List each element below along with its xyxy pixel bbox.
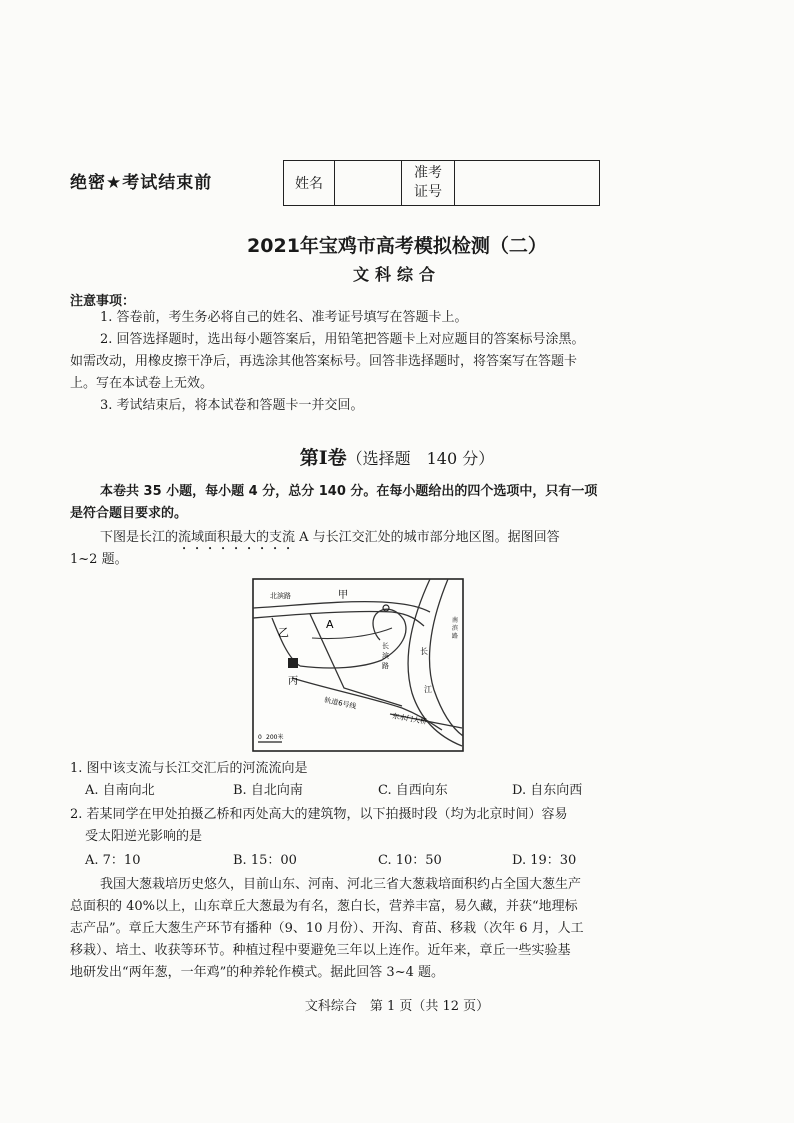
q2-option-a: A. 7：10	[85, 853, 141, 868]
notice-item-2-line-1: 2. 回答选择题时，选出每小题答案后，用铅笔把答题卡上对应题目的答案标号涂黑。	[100, 332, 585, 347]
label-changbin-road-2: 滨	[382, 652, 389, 660]
notice-item-2-line-2: 如需改动，用橡皮擦干净后，再选涂其他答案标号。回答非选择题时，将答案写在答题卡	[70, 354, 578, 369]
q2-option-c: C. 10：50	[378, 853, 442, 868]
passage-line-3: 志产品”。章丘大葱生产环节有播种（9、10 月份）、开沟、育苗、移栽（次年 6 月，人工	[70, 921, 584, 936]
passage-line-2: 总面积的 40%以上，山东章丘大葱最为有名，葱白长，营养丰富，易久藏，并获“地理标	[70, 899, 578, 914]
confidential-label: 绝密★考试结束前	[70, 173, 213, 193]
city-map	[252, 578, 464, 752]
label-dongshuimen-bridge: 东水门大桥	[391, 712, 428, 727]
passage-line-5: 地研发出“两年葱，一年鸡”的种养轮作模式。据此回答 3~4 题。	[70, 965, 444, 980]
label-jiang: 江	[424, 685, 432, 694]
label-changbin-road-1: 长	[382, 642, 389, 650]
exam-subtitle: 文科综合	[352, 265, 441, 284]
q1-option-a: A. 自南向北	[85, 783, 155, 798]
q2-stem-line-2: 受太阳逆光影响的是	[85, 829, 203, 844]
passage-line-1: 我国大葱栽培历史悠久，目前山东、河南、河北三省大葱栽培面积约占全国大葱生产	[100, 877, 582, 892]
q1-option-b: B. 自北向南	[233, 783, 303, 798]
name-field[interactable]	[335, 161, 402, 206]
label-bing: 丙	[288, 676, 298, 687]
map-frame	[253, 579, 463, 751]
label-nanbin-road-2: 滨	[452, 625, 459, 632]
exam-id-label: 准考 证号	[402, 161, 455, 206]
label-scale-zero: 0	[258, 734, 262, 741]
q2-stem-line-1: 2. 若某同学在甲处拍摄乙桥和丙处高大的建筑物，以下拍摄时段（均为北京时间）容易	[70, 807, 568, 822]
intro-line-1: 下图是长江的流域面积最大的支流 A 与长江交汇处的城市部分地区图。据图回答	[100, 530, 560, 545]
label-scale: 200米	[266, 734, 284, 741]
notice-item-2-line-3: 上。写在本试卷上无效。	[70, 376, 214, 391]
label-changbin-road-3: 路	[382, 662, 389, 670]
section-desc-line-2: 是符合题目要求的。	[70, 506, 188, 521]
section-desc-line-1: 本卷共 35 小题，每小题 4 分，总分 140 分。在每小题给出的四个选项中，只有一项	[100, 484, 598, 499]
q2-option-d: D. 19：30	[512, 853, 577, 868]
passage-line-4: 移栽）、培土、收获等环节。种植过程中要避免三年以上连作。近年来，章丘一些实验基	[70, 943, 571, 958]
label-nanbin-road-3: 路	[452, 633, 459, 640]
name-label: 姓名	[284, 161, 335, 206]
exam-title: 2021年宝鸡市高考模拟检测（二）	[247, 235, 547, 257]
label-jia: 甲	[338, 590, 348, 601]
notice-heading: 注意事项：	[70, 294, 136, 309]
label-yi: 乙	[278, 626, 289, 639]
q1-option-c: C. 自西向东	[378, 783, 448, 798]
label-chang: 长	[420, 647, 428, 656]
section-title: 第Ⅰ卷（选择题 140 分）	[299, 447, 495, 469]
label-a: A	[326, 618, 334, 631]
exam-id-field[interactable]	[455, 161, 600, 206]
q1-option-d: D. 自东向西	[512, 783, 583, 798]
candidate-info-box	[283, 160, 600, 206]
notice-item-3: 3. 考试结束后，将本试卷和答题卡一并交回。	[100, 398, 364, 413]
label-metro-line: 轨道6号线	[323, 696, 358, 711]
label-north-bank-road: 北滨路	[270, 592, 291, 600]
notice-item-1: 1. 答卷前，考生务必将自己的姓名、准考证号填写在答题卡上。	[100, 310, 468, 325]
q2-option-b: B. 15：00	[233, 853, 297, 868]
tall-building-icon	[288, 658, 298, 668]
q1-stem: 1. 图中该支流与长江交汇后的河流流向是	[70, 761, 308, 776]
label-nanbin-road-1: 南	[452, 617, 459, 624]
page-footer: 文科综合 第 1 页（共 12 页）	[304, 999, 490, 1014]
intro-line-2: 1~2 题。	[70, 552, 128, 567]
